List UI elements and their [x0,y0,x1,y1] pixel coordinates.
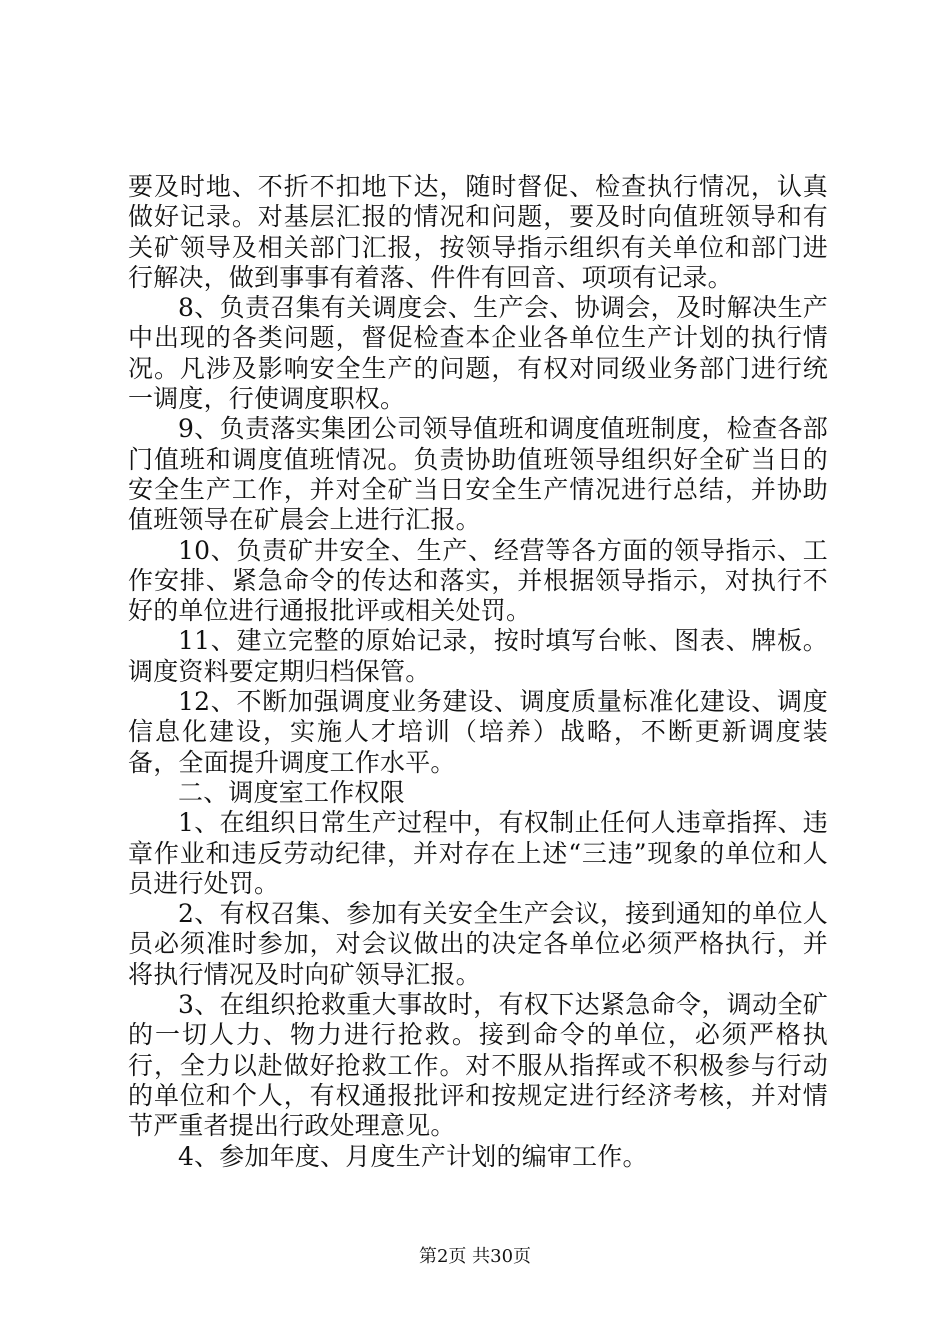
paragraph-item-12: 12、不断加强调度业务建设、调度质量标准化建设、调度信息化建设，实施人才培训（培养）战略，不断更新调度装备，全面提升调度工作水平。 [128,687,828,777]
paragraph-continuation: 要及时地、不折不扣地下达，随时督促、检查执行情况，认真做好记录。对基层汇报的情况和问题，要及时向值班领导和有关矿领导及相关部门汇报，按领导指示组织有关单位和部门进行解决，做到事事有着落、件件有回音、项项有记录。 [128,172,828,292]
paragraph-item-9: 9、负责落实集团公司领导值班和调度值班制度，检查各部门值班和调度值班情况。负责协助值班领导组织好全矿当日的安全生产工作，并对全矿当日安全生产情况进行总结，并协助值班领导在矿晨会上进行汇报。 [128,414,828,535]
paragraph-authority-4: 4、参加年度、月度生产计划的编审工作。 [178,1141,648,1171]
page-number-footer: 第2页 共30页 [418,1246,532,1267]
paragraph-item-10: 10、负责矿井安全、生产、经营等各方面的领导指示、工作安排、紧急命令的传达和落实，并根据领导指示，对执行不好的单位进行通报批评或相关处罚。 [128,535,828,626]
paragraph-authority-1: 1、在组织日常生产过程中，有权制止任何人违章指挥、违章作业和违反劳动纪律，并对存在上述“三违”现象的单位和人员进行处罚。 [128,808,828,898]
section-heading-authority: 二、调度室工作权限 [178,777,405,807]
document-body [128,172,828,1172]
paragraph-authority-3: 3、在组织抢救重大事故时，有权下达紧急命令，调动全矿的一切人力、物力进行抢救。接到命令的单位，必须严格执行，全力以赴做好抢救工作。对不服从指挥或不积极参与行动的单位和个人，有权通报批评和按规定进行经济考核，并对情节严重者提出行政处理意见。 [128,990,828,1141]
paragraph-item-11: 11、建立完整的原始记录，按时填写台帐、图表、牌板。调度资料要定期归档保管。 [128,626,828,686]
paragraph-item-8: 8、负责召集有关调度会、生产会、协调会，及时解决生产中出现的各类问题，督促检查本企业各单位生产计划的执行情况。凡涉及影响安全生产的问题，有权对同级业务部门进行统一调度，行使调度职权。 [128,293,828,414]
paragraph-authority-2: 2、有权召集、参加有关安全生产会议，接到通知的单位人员必须准时参加，对会议做出的决定各单位必须严格执行，并将执行情况及时向矿领导汇报。 [128,899,828,989]
